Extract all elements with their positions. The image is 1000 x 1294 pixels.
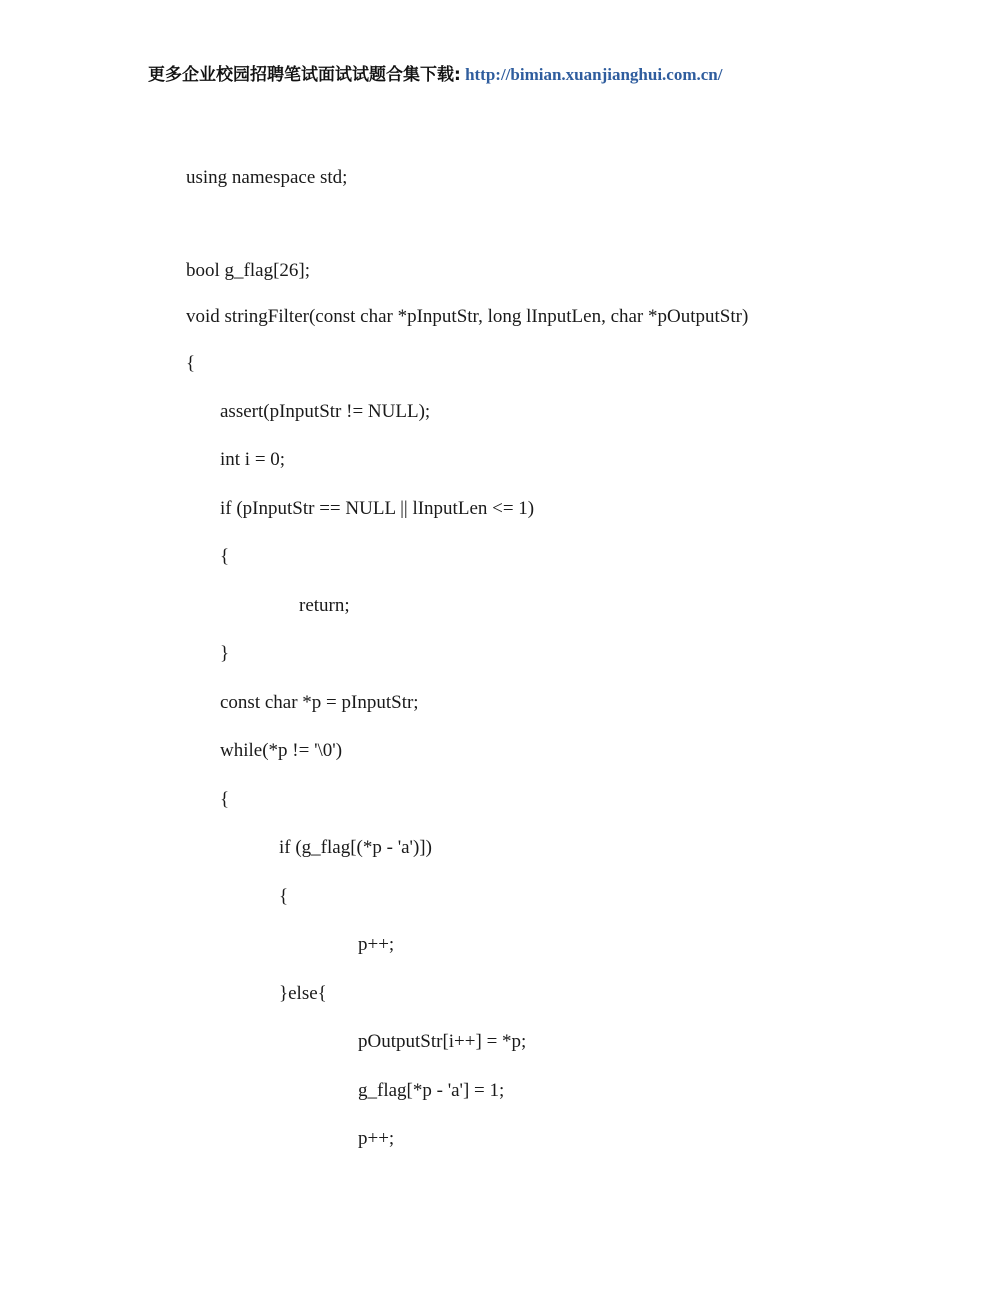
code-line: assert(pInputStr != NULL); [220,401,431,422]
code-line: bool g_flag[26]; [186,260,311,281]
code-line: pOutputStr[i++] = *p; [358,1031,527,1052]
code-line: if (g_flag[(*p - 'a')]) [279,837,432,858]
header-label: 更多企业校园招聘笔试面试试题合集下载: [148,65,461,85]
code-line: { [220,546,230,567]
code-line: { [186,353,196,374]
code-line: int i = 0; [220,449,286,470]
code-line: { [279,886,289,907]
page-header [148,60,722,85]
code-line: return; [299,595,350,616]
code-line: while(*p != '\0') [220,740,343,761]
code-line: using namespace std; [186,167,348,188]
code-line: }else{ [279,983,327,1004]
code-line: const char *p = pInputStr; [220,692,419,713]
code-line: g_flag[*p - 'a'] = 1; [358,1080,505,1101]
code-line: void stringFilter(const char *pInputStr, long lInputLen, char *pOutputStr) [186,306,749,327]
code-line: if (pInputStr == NULL || lInputLen <= 1) [220,498,535,519]
code-line: } [220,643,230,664]
code-line: p++; [358,934,395,955]
code-line: p++; [358,1128,395,1149]
code-line: { [220,789,230,810]
header-link[interactable]: http://bimian.xuanjianghui.com.cn/ [465,65,723,84]
